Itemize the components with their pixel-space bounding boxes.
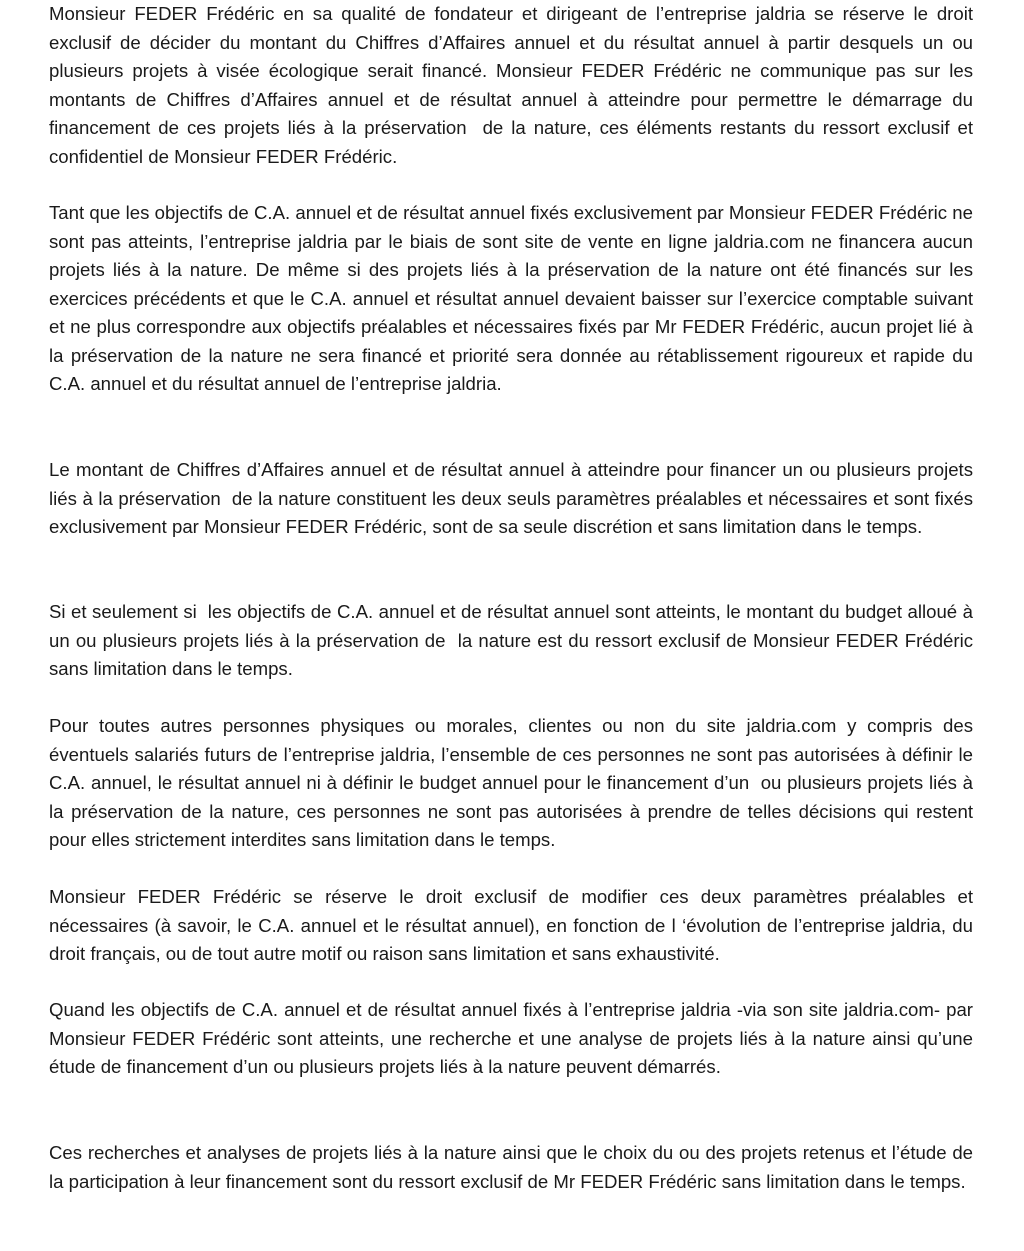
paragraph-3: Le montant de Chiffres d’Affaires annuel et de résultat annuel à atteindre pour financer un ou plusieurs projets liés à la préservation de la nature constituent les deux seuls paramètres préalables et nécessaires et sont fixés exclusivement par Monsieur FEDER Frédéric, sont de sa seule discrétion et sans limitation dans le temps. bbox=[49, 459, 979, 537]
paragraph-1: Monsieur FEDER Frédéric en sa qualité de fondateur et dirigeant de l’entreprise jaldria se réserve le droit exclusif de décider du montant du Chiffres d’Affaires annuel et du résultat annuel à partir desquels un ou plusieurs projets à visée écologique serait financé. Monsieur FEDER Frédéric ne communique pas sur les montants de Chiffres d’Affaires annuel et de résultat annuel à atteindre pour permettre le démarrage du financement de ces projets liés à la préservation de la nature, ces éléments restants du ressort exclusif et confidentiel de Monsieur FEDER Frédéric. bbox=[49, 3, 979, 167]
paragraph-7: Quand les objectifs de C.A. annuel et de résultat annuel fixés à l’entreprise jaldria -via son site jaldria.com- par Monsieur FEDER Frédéric sont atteints, une recherche et une analyse de projets liés à la nature ainsi qu’une étude de financement d’un ou plusieurs projets liés à la nature peuvent démarrés. bbox=[49, 999, 979, 1077]
document-body bbox=[49, 0, 979, 1192]
paragraph-6: Monsieur FEDER Frédéric se réserve le droit exclusif de modifier ces deux paramètres préalables et nécessaires (à savoir, le C.A. annuel et le résultat annuel), en fonction de l ‘évolution de l’entreprise jaldria, du droit français, ou de tout autre motif ou raison sans limitation et sans exhaustivité. bbox=[49, 886, 979, 964]
paragraph-5: Pour toutes autres personnes physiques ou morales, clientes ou non du site jaldria.com y compris des éventuels salariés futurs de l’entreprise jaldria, l’ensemble de ces personnes ne sont pas autorisées à définir le C.A. annuel, le résultat annuel ni à définir le budget annuel pour le financement d’un ou plusieurs projets liés à la préservation de la nature, ces personnes ne sont pas autorisées à prendre de telles décisions qui restent pour elles strictement interdites sans limitation dans le temps. bbox=[49, 715, 979, 850]
paragraph-8: Ces recherches et analyses de projets liés à la nature ainsi que le choix du ou des projets retenus et l’étude de la participation à leur financement sont du ressort exclusif de Mr FEDER Frédéric sans limitation dans le temps. bbox=[49, 1142, 979, 1192]
paragraph-4: Si et seulement si les objectifs de C.A. annuel et de résultat annuel sont atteints, le montant du budget alloué à un ou plusieurs projets liés à la préservation de la nature est du ressort exclusif de Monsieur FEDER Frédéric sans limitation dans le temps. bbox=[49, 601, 979, 679]
paragraph-2: Tant que les objectifs de C.A. annuel et de résultat annuel fixés exclusivement par Monsieur FEDER Frédéric ne sont pas atteints, l’entreprise jaldria par le biais de sont site de vente en ligne jaldria.com ne financera aucun projets liés à la nature. De même si des projets liés à la préservation de la nature ont été financés sur les exercices précédents et que le C.A. annuel et résultat annuel devaient baisser sur l’exercice comptable suivant et ne plus correspondre aux objectifs préalables et nécessaires fixés par Mr FEDER Frédéric, aucun projet lié à la préservation de la nature ne sera financé et priorité sera donnée au rétablissement rigoureux et rapide du C.A. annuel et du résultat annuel de l’entreprise jaldria. bbox=[49, 202, 979, 394]
